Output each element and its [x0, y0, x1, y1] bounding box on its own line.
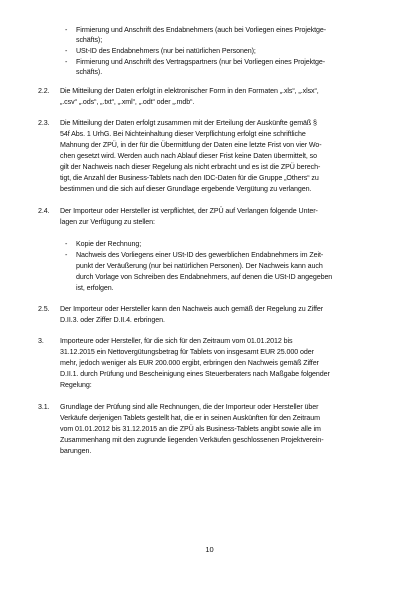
bullet-text: punkt der Veräußerung (nur bei natürlichen Personen). Der Nachweis kann auch — [76, 262, 323, 270]
paragraph-line: tigt, die Anzahl der Business-Tablets nach den IDC-Daten für die Gruppe „Others“ zu — [60, 174, 319, 182]
paragraph-line: 54f Abs. 1 UrhG. Bei Nichteinhaltung dieser Verpflichtung erfolgt eine schriftliche — [60, 130, 306, 138]
paragraph-line: Die Mitteilung der Daten erfolgt zusammen mit der Erteilung der Auskünfte gemäß § — [60, 119, 317, 127]
paragraph-line: Mahnung der ZPÜ, in der für die Übermittlung der Daten eine letzte Frist von vier Wo- — [60, 141, 322, 149]
bullet-text: schäfts); — [76, 36, 103, 44]
bullet-text: Kopie der Rechnung; — [76, 240, 142, 248]
bullet-dash: - — [65, 47, 68, 55]
paragraph-line: bestimmen und die sich auf dieser Grundlage ergebende Vergütung zu verlangen. — [60, 185, 312, 193]
paragraph-line: Importeure oder Hersteller, für die sich für den Zeitraum vom 01.01.2012 bis — [60, 337, 293, 345]
section-number: 2.4. — [38, 207, 50, 215]
paragraph-line: Grundlage der Prüfung sind alle Rechnungen, die der Importeur oder Hersteller über — [60, 403, 319, 411]
section-number: 3.1. — [38, 403, 50, 411]
section-number: 2.3. — [38, 119, 50, 127]
section-number: 3. — [38, 337, 44, 345]
paragraph-line: lagen zur Verfügung zu stellen: — [60, 218, 155, 226]
bullet-text: Nachweis des Vorliegens einer USt-ID des gewerblichen Endabnehmers im Zeit- — [76, 251, 324, 259]
bullet-dash: - — [65, 240, 68, 248]
bullet-text: ist, erfolgen. — [76, 284, 114, 292]
paragraph-line: mehr, jedoch weniger als EUR 200.000 ergibt, erbringen den Nachweis gemäß Ziffer — [60, 359, 319, 367]
paragraph-line: Der Importeur oder Hersteller kann den Nachweis auch gemäß der Regelung zu Ziffer — [60, 305, 324, 313]
paragraph-line: „.csv“ „.ods“, „.txt“, „.xml“, „.odt“ oder „.mdb“. — [60, 98, 195, 106]
section-number: 2.5. — [38, 305, 50, 313]
bullet-dash: - — [65, 58, 68, 66]
paragraph-line: gilt der Nachweis nach dieser Regelung als nicht erbracht und es ist die ZPÜ berech- — [60, 163, 321, 171]
paragraph-line: D.II.3. oder Ziffer D.II.4. erbringen. — [60, 316, 165, 324]
bullet-text: schäfts). — [76, 68, 103, 76]
paragraph-line: Zusammenhang mit den zugrunde liegenden Verkäufen geschlossenen Projektverein- — [60, 436, 324, 444]
paragraph-line: vom 01.01.2012 bis 31.12.2015 an die ZPÜ als Business-Tablets angibt sowie alle im — [60, 425, 321, 433]
paragraph-line: barungen. — [60, 447, 92, 455]
section-number: 2.2. — [38, 87, 50, 95]
paragraph-line: Regelung: — [60, 381, 92, 389]
bullet-text: USt-ID des Endabnehmers (nur bei natürlichen Personen); — [76, 47, 256, 55]
page-number: 10 — [205, 545, 214, 554]
bullet-text: durch Vorlage von Schreiben des Endabnehmers, auf denen die USt-ID angegeben — [76, 273, 333, 281]
paragraph-line: Die Mitteilung der Daten erfolgt in elektronischer Form in den Formaten „.xls“, „.xlsx“, — [60, 87, 319, 95]
paragraph-line: 31.12.2015 ein Nettovergütungsbetrag für Tablets von insgesamt EUR 25.000 oder — [60, 348, 314, 356]
bullet-dash: - — [65, 251, 68, 259]
paragraph-line: Verkäufe derjenigen Tablets gestellt hat, die er in seinen Auskünften für den Zeitraum — [60, 414, 320, 422]
bullet-dash: - — [65, 26, 68, 34]
bullet-text: Firmierung und Anschrift des Endabnehmers (auch bei Vorliegen eines Projektge- — [76, 26, 327, 34]
paragraph-line: D.II.1. durch Prüfung und Bescheinigung eines Steuerberaters nach Maßgabe folgender — [60, 370, 330, 378]
bullet-text: Firmierung und Anschrift des Vertragspartners (nur bei Vorliegen eines Projektge- — [76, 58, 326, 66]
paragraph-line: Der Importeur oder Hersteller ist verpflichtet, der ZPÜ auf Verlangen folgende Unter- — [60, 207, 318, 215]
paragraph-line: chen gesetzt wird. Werden auch nach Ablauf dieser Frist keine Daten übermittelt, so — [60, 152, 318, 160]
